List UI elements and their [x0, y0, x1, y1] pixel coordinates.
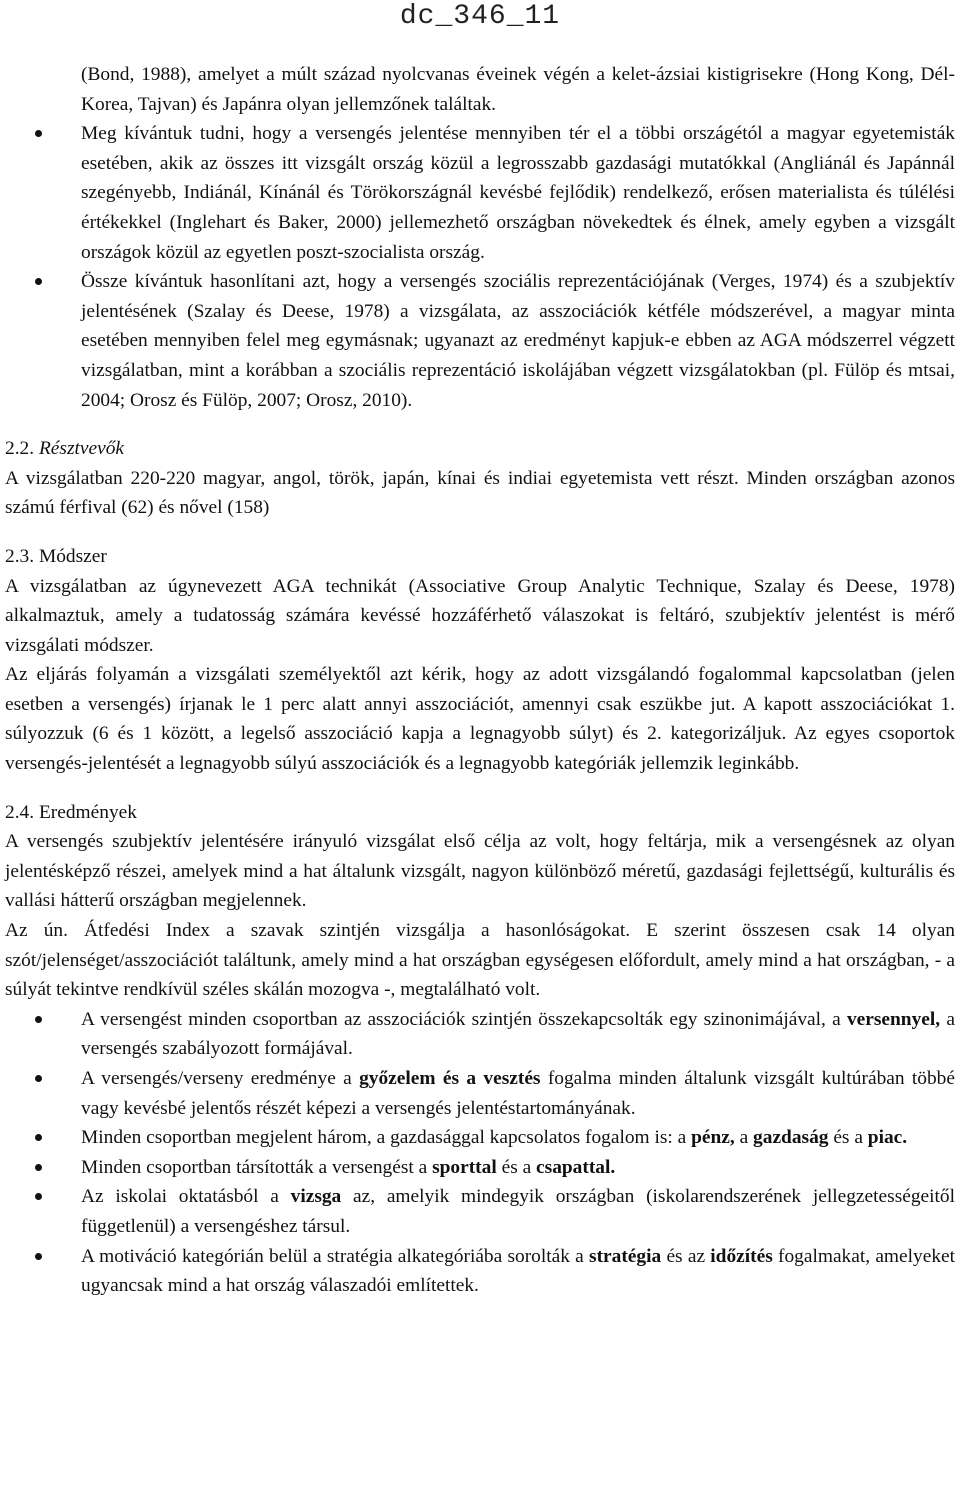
- list-item-continuation: (Bond, 1988), amelyet a múlt század nyolcvanas éveinek végén a kelet-ázsiai kistigrisekre (Hong Kong, Dél-Korea, Tajvan) és Japánra olyan jellemzőnek találtak.: [81, 64, 955, 115]
- paragraph: A versengés szubjektív jelentésére irányuló vizsgálat első célja az volt, hogy feltárja, mik a versengésnek az olyan jelentésképző részei, amelyek mind a hat általunk vizsgált, nagyon különböző méretű, gazdasági fejlettségű, kulturális és vallási hátterű országban megjelennek.: [5, 831, 955, 912]
- section-title: Résztvevők: [38, 438, 125, 460]
- results-list: [5, 1005, 955, 1301]
- paragraph: A vizsgálatban 220-220 magyar, angol, török, japán, kínai és indiai egyetemista vett részt. Minden országban azonos számú férfival (62) és nővel (158): [5, 467, 955, 519]
- list-item: Az iskolai oktatásból a vizsga az, amelyik mindegyik országban (iskolarendszerének jellegzetességeitől függetlenül) a versengéshez társul.: [5, 1182, 955, 1241]
- document-body: [5, 60, 955, 1301]
- list-item: A motiváció kategórián belül a stratégia alkategóriába sorolták a stratégia és az időzítés fogalmakat, amelyeket ugyancsak mind a hat ország válaszadói említettek.: [5, 1242, 955, 1301]
- list-item: Minden csoportban megjelent három, a gazdasággal kapcsolatos fogalom is: a pénz, a gazdaság és a piac.: [5, 1123, 955, 1153]
- paragraph: Az ún. Átfedési Index a szavak szintjén vizsgálja a hasonlóságokat. E szerint összesen csak 14 olyan szót/jelenséget/asszociációt találtunk, amely mind a hat országban egységesen előfordult, amely mind a hat országban, - a súlyát tekintve rendkívül széles skálán mozogva -, megtalálható volt.: [5, 920, 955, 1001]
- section-number: 2.3.: [5, 545, 35, 567]
- list-item: Meg kívántuk tudni, hogy a versengés jelentése mennyiben tér el a többi országétól a magyar egyetemisták esetében, akik az összes itt vizsgált ország közül a legrosszabb gazdasági mutatókkal (Angliánál és Japánnál szegényebb, Indiánál, Kínánál és Törökországnál kevésbé fejlődik) rendelkező, erősen materialista és túlélési értékekkel (Inglehart és Baker, 2000) jellemezhető országban növekedtek és élnek, amely egyben a vizsgált országok közül az egyetlen poszt-szocialista ország.: [5, 119, 955, 267]
- section-number: 2.2.: [5, 438, 35, 460]
- aims-list: [5, 119, 955, 415]
- section-title: Módszer: [38, 545, 107, 567]
- section-heading-results: [5, 798, 955, 828]
- section-heading-participants: [5, 434, 955, 464]
- paragraph: Az eljárás folyamán a vizsgálati személyektől azt kérik, hogy az adott vizsgálandó fogalommal kapcsolatban (jelen esetben a versengés) írjanak le 1 perc alatt annyi asszociációt, amennyi csak eszükbe jut. A kapott asszociációkat 1. súlyozzuk (6 és 1 között, a legelső asszociáció kapja a legnagyobb súlyt) és 2. kategorizáljuk. Az egyes csoportok versengés-jelentését a legnagyobb súlyú asszociációk és a legnagyobb kategóriák jellemzik leginkább.: [5, 664, 955, 775]
- section-title: Eredmények: [38, 801, 137, 823]
- list-item: A versengés/verseny eredménye a győzelem és a vesztés fogalma minden általunk vizsgált kultúrában többé vagy kevésbé jelentős részét képezi a versengés jelentéstartományának.: [5, 1064, 955, 1123]
- list-item: Össze kívántuk hasonlítani azt, hogy a versengés szociális reprezentációjának (Verges, 1974) és a szubjektív jelentésének (Szalay és Deese, 1978) a vizsgálata, az asszociációk kétféle módszerével, a magyar minta esetében mennyiben felel meg egymásnak; ugyanazt az eredményt kapjuk-e ebben az AGA módszerrel végzett vizsgálatban, mint a korábban a szociális reprezentáció iskolájában végzett vizsgálatokban (pl. Fülöp és mtsai, 2004; Orosz és Fülöp, 2007; Orosz, 2010).: [5, 267, 955, 415]
- list-item: Minden csoportban társították a versengést a sporttal és a csapattal.: [5, 1153, 955, 1183]
- document-id-header: dc_346_11: [399, 1, 561, 32]
- section-number: 2.4.: [5, 801, 35, 823]
- section-heading-method: [5, 542, 955, 572]
- paragraph: A vizsgálatban az úgynevezett AGA technikát (Associative Group Analytic Technique, Szalay és Deese, 1978) alkalmaztuk, amely a tudatosság számára kevéssé hozzáférhető válaszokat is feltáró, szubjektív jelentést is mérő vizsgálati módszer.: [5, 575, 955, 656]
- list-item: A versengést minden csoportban az asszociációk szintjén összekapcsolták egy szinonimájával, a versennyel, a versengés szabályozott formájával.: [5, 1005, 955, 1064]
